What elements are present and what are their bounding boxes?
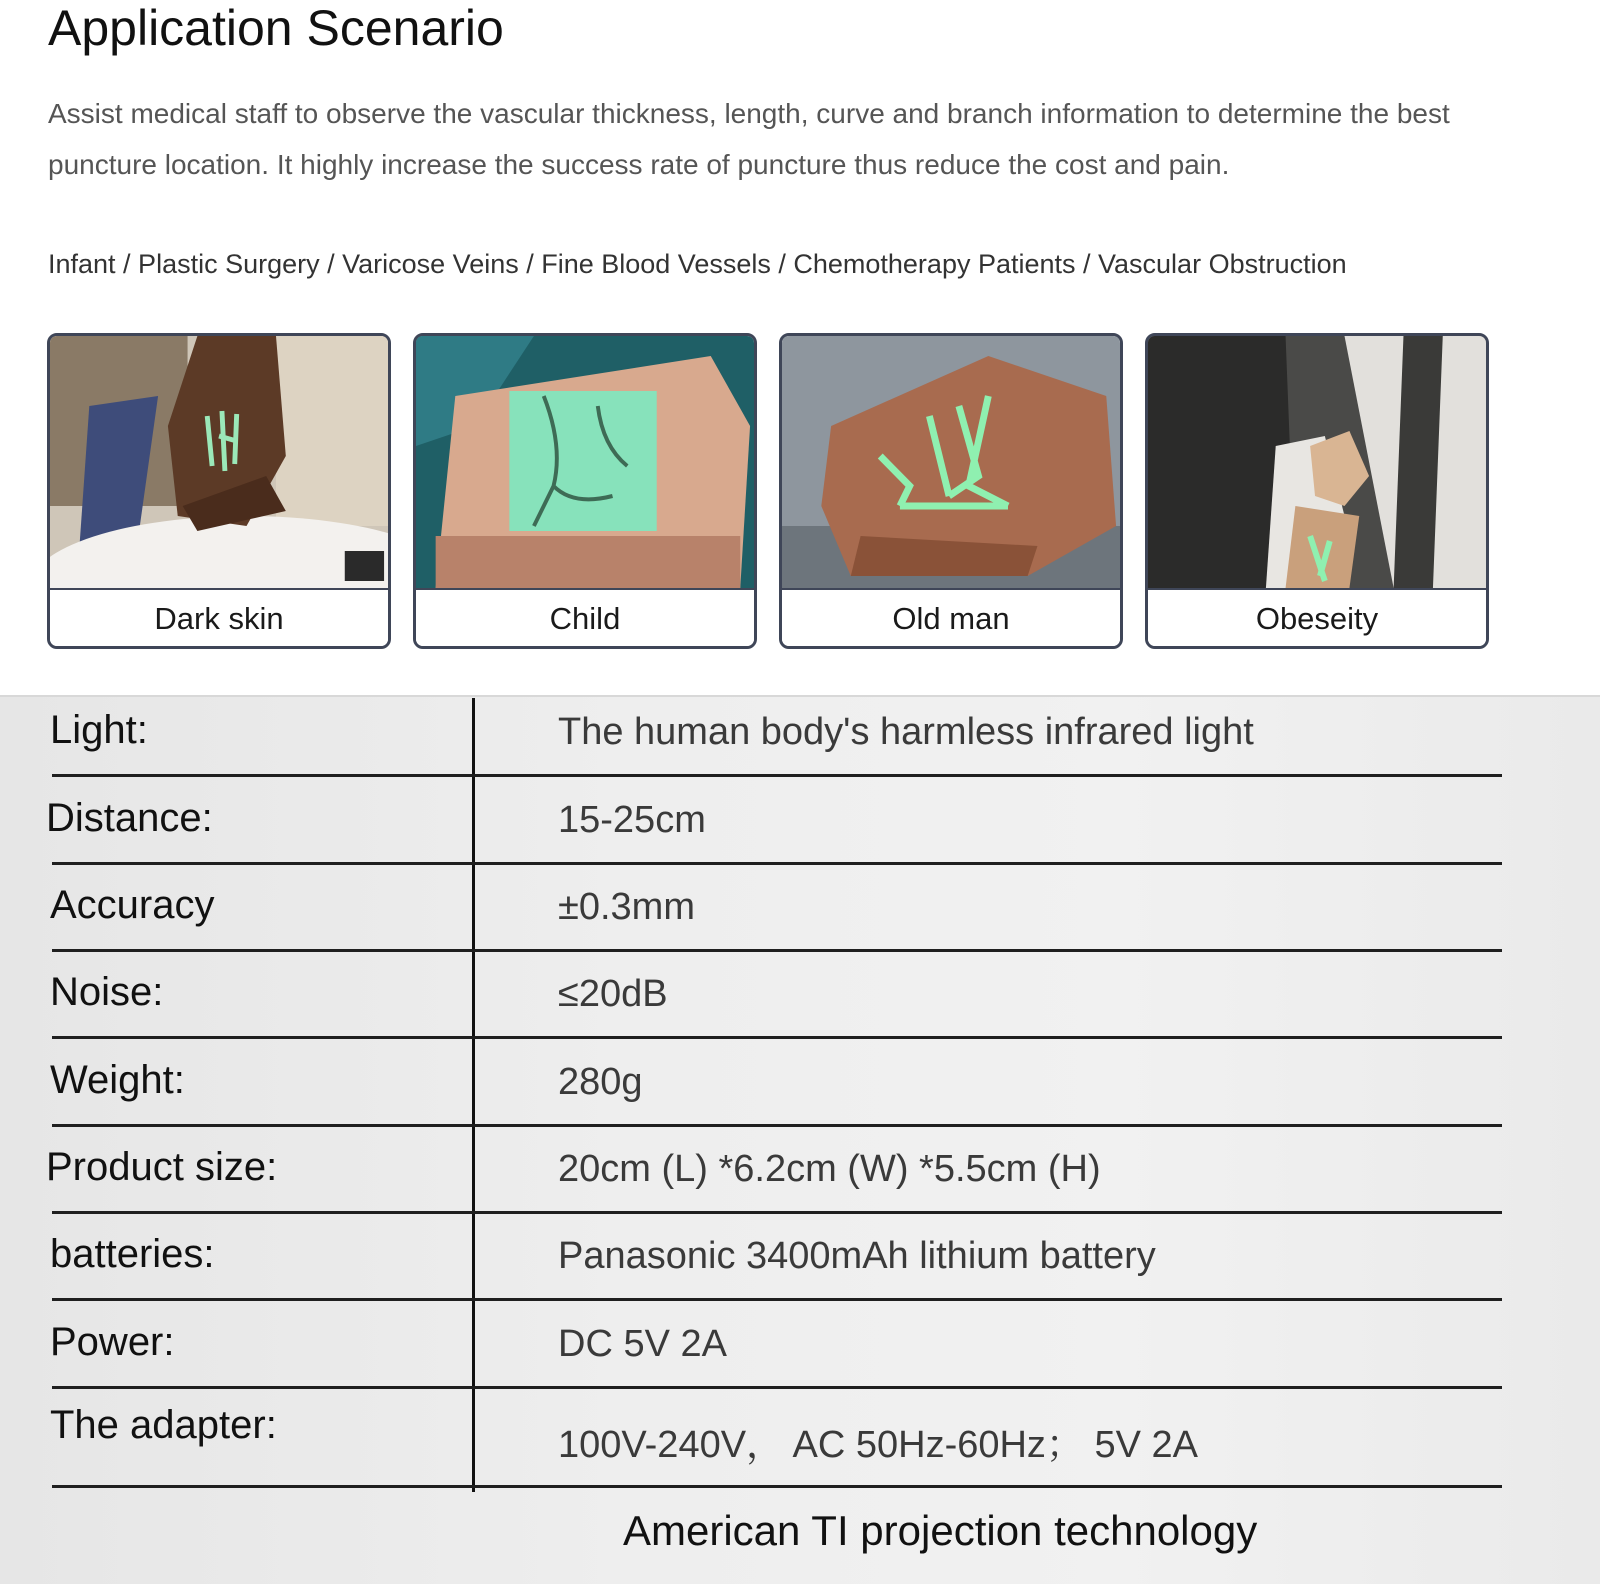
- table-row: [0, 1039, 1600, 1127]
- spec-value: The human body's harmless infrared light: [558, 711, 1254, 753]
- spec-label: Distance:: [46, 796, 213, 840]
- spec-value: 20cm (L) *6.2cm (W) *5.5cm (H): [558, 1148, 1101, 1190]
- scenario-cards: [47, 333, 1491, 649]
- table-row: [0, 1126, 1600, 1214]
- spec-label: batteries:: [50, 1232, 215, 1276]
- scenario-card-child: [413, 333, 757, 649]
- child-photo: [416, 336, 754, 588]
- scenario-card-old-man: [779, 333, 1123, 649]
- section-description: Assist medical staff to observe the vascular thickness, length, curve and branch information to determine the best puncture location. It highly increase the success rate of puncture thus reduce the cost and pain.: [48, 98, 1450, 180]
- spec-value: DC 5V 2A: [558, 1323, 727, 1365]
- obeseity-photo: [1148, 336, 1486, 588]
- spec-value: 15-25cm: [558, 799, 706, 841]
- spec-value: ±0.3mm: [558, 886, 695, 928]
- spec-value: Panasonic 3400mAh lithium battery: [558, 1235, 1156, 1277]
- card-caption: Dark skin: [50, 588, 388, 646]
- spec-label: Accuracy: [50, 883, 215, 927]
- table-row: [0, 777, 1600, 865]
- application-scenario-section: [0, 0, 1600, 690]
- scenario-card-dark-skin: [47, 333, 391, 649]
- old-man-photo: [782, 336, 1120, 588]
- use-case-tags: Infant / Plastic Surgery / Varicose Veins / Fine Blood Vessels / Chemotherapy Patients / Vascular Obstruction: [48, 249, 1347, 279]
- section-title: Application Scenario: [48, 0, 504, 56]
- table-row: [0, 689, 1600, 777]
- spec-value: ≤20dB: [558, 973, 668, 1015]
- table-row: [0, 951, 1600, 1039]
- spec-label: The adapter:: [50, 1403, 277, 1447]
- card-caption: Child: [416, 588, 754, 646]
- row-divider: [52, 1485, 1502, 1488]
- spec-label: Light:: [50, 708, 148, 752]
- card-caption: Obeseity: [1148, 588, 1486, 646]
- table-row: [0, 1213, 1600, 1301]
- spec-label: Noise:: [50, 970, 164, 1014]
- table-row: [0, 1388, 1600, 1488]
- table-row: [0, 864, 1600, 952]
- footer-caption: American TI projection technology: [623, 1507, 1258, 1554]
- spec-label: Product size:: [46, 1145, 278, 1189]
- scenario-card-obeseity: [1145, 333, 1489, 649]
- spec-label: Weight:: [50, 1058, 185, 1102]
- specification-table: [0, 695, 1600, 1584]
- card-caption: Old man: [782, 588, 1120, 646]
- table-row: [0, 1301, 1600, 1389]
- spec-value: 100V-240V， AC 50Hz-60Hz； 5V 2A: [558, 1424, 1199, 1466]
- spec-label: Power:: [50, 1320, 175, 1364]
- dark-skin-photo: [50, 336, 388, 588]
- spec-value: 280g: [558, 1061, 643, 1103]
